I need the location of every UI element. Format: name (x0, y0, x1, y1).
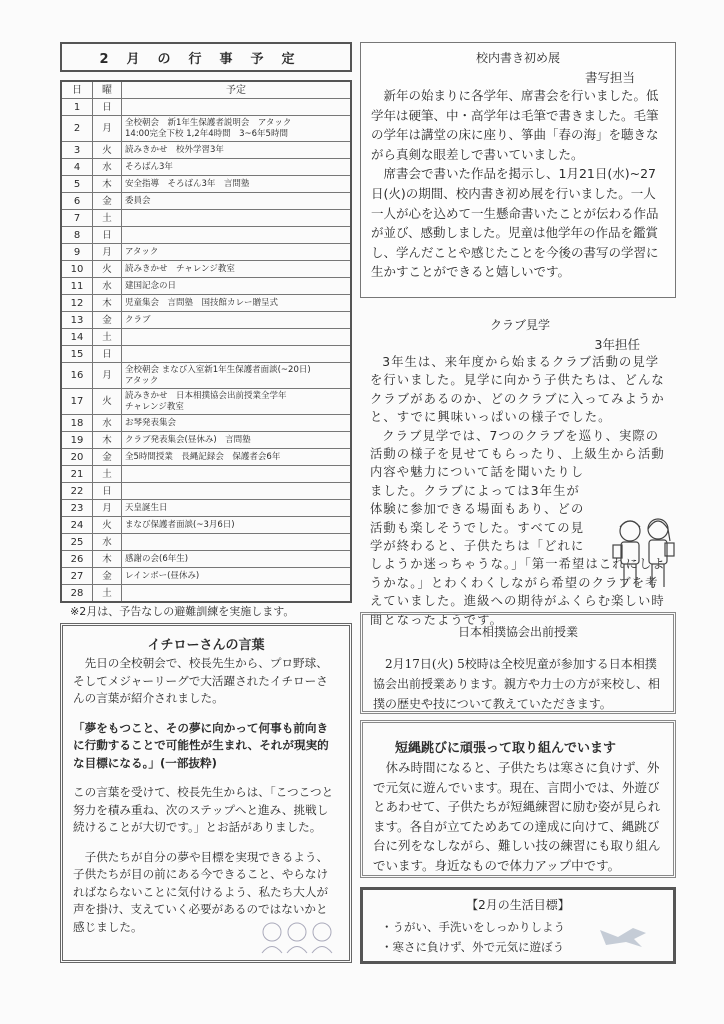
date-cell: 7 (61, 210, 93, 227)
date-cell: 26 (61, 551, 93, 568)
weekday-cell: 火 (93, 142, 122, 159)
weekday-cell: 金 (93, 312, 122, 329)
weekday-cell: 月 (93, 116, 122, 142)
date-cell: 14 (61, 329, 93, 346)
header-date: 日 (61, 81, 93, 99)
schedule-row (61, 312, 351, 329)
events-cell: クラブ発表集会(昼休み) 言問塾 (122, 432, 352, 449)
bird-illustration (598, 925, 648, 950)
date-cell: 20 (61, 449, 93, 466)
weekday-cell: 土 (93, 210, 122, 227)
events-cell: 読みきかせ チャレンジ教室 (122, 261, 352, 278)
weekday-cell: 日 (93, 483, 122, 500)
schedule-row (61, 389, 351, 415)
paragraph: 3年生は、来年度から始まるクラブ活動の見学を行いました。見学に向かう子供たちは、どんなクラブがあるのか、どのクラブに入ってみようかと、すでに興味いっぱいの様子でした。 (370, 355, 665, 425)
schedule-row (61, 500, 351, 517)
weekday-cell: 月 (93, 363, 122, 389)
date-cell: 21 (61, 466, 93, 483)
events-cell (122, 329, 352, 346)
article-title: 校内書き初め展 (475, 51, 560, 65)
paragraph: 休み時間になると、子供たちは寒さに負けず、外で元気に遊んでいます。現在、言問小では、外遊びとあわせて、子供たちが短縄練習に励む姿が見られます。各自が立てためあての達成に向けて、縄跳び台に列をなしながら、難しい技の練習にも取り組んでいます。身近なもので体力アップ中です。 (373, 760, 661, 873)
date-cell: 3 (61, 142, 93, 159)
date-cell: 2 (61, 116, 93, 142)
faces-illustration (260, 920, 335, 955)
schedule-row (61, 295, 351, 312)
events-cell: クラブ (122, 312, 352, 329)
events-cell: 全5時間授業 長縄記録会 保護者会6年 (122, 449, 352, 466)
article-author: 3年担任 (594, 337, 640, 352)
events-cell: 天皇誕生日 (122, 500, 352, 517)
schedule-row (61, 210, 351, 227)
schedule-row (61, 261, 351, 278)
date-cell: 19 (61, 432, 93, 449)
quote: 「夢をもつこと、その夢に向かって何事も前向きに行動することで可能性が生まれ、それが現実的な目標になる。」(一部抜粋) (73, 720, 329, 770)
date-cell: 24 (61, 517, 93, 534)
goal-item: ・寒さに負けず、外で元気に遊ぼう (381, 940, 565, 954)
weekday-cell: 水 (93, 415, 122, 432)
article-title: 日本相撲協会出前授業 (457, 625, 578, 639)
weekday-cell: 金 (93, 568, 122, 585)
sumo-article (360, 612, 676, 714)
goals-title: 【2月の生活目標】 (466, 898, 570, 912)
date-cell: 9 (61, 244, 93, 261)
paragraph: この言葉を受けて、校長先生からは、「こつこつと努力を積み重ね、次のステップへと進み、挑戦し続けることが大切です。」とお話がありました。 (73, 785, 334, 834)
schedule-row (61, 585, 351, 603)
schedule-row (61, 432, 351, 449)
date-cell: 15 (61, 346, 93, 363)
schedule-row (61, 568, 351, 585)
date-cell: 6 (61, 193, 93, 210)
weekday-cell: 日 (93, 346, 122, 363)
schedule-row (61, 278, 351, 295)
events-cell: 安全指導 そろばん3年 言問塾 (122, 176, 352, 193)
article-title: イチローさんの言葉 (147, 638, 265, 653)
schedule-row (61, 517, 351, 534)
date-cell: 28 (61, 585, 93, 603)
date-cell: 23 (61, 500, 93, 517)
schedule-row (61, 551, 351, 568)
weekday-cell: 月 (93, 244, 122, 261)
events-cell (122, 483, 352, 500)
schedule-table (60, 80, 352, 603)
weekday-cell: 日 (93, 99, 122, 116)
events-cell: 児童集会 言問塾 国技館カレー贈呈式 (122, 295, 352, 312)
date-cell: 25 (61, 534, 93, 551)
paragraph: 子供たちが自分の夢や目標を実現できるよう、子供たちが目の前にある今できること、やらなければならないことに気付けるよう、私たち大人が声を掛け、支えていく必要があるのではないかと感じました。 (73, 849, 329, 934)
schedule-row (61, 363, 351, 389)
article-title: 短縄跳びに頑張って取り組んでいます (395, 741, 617, 756)
weekday-cell: 土 (93, 585, 122, 603)
weekday-cell: 木 (93, 551, 122, 568)
weekday-cell: 日 (93, 227, 122, 244)
date-cell: 18 (61, 415, 93, 432)
events-cell (122, 466, 352, 483)
paragraph: 先日の全校朝会で、校長先生から、プロ野球、そしてメジャーリーグで大活躍されたイチローさんの言葉が紹介されました。 (73, 656, 328, 705)
schedule-row (61, 99, 351, 116)
article-author: 書写担当 (584, 70, 635, 85)
date-cell: 17 (61, 389, 93, 415)
weekday-cell: 木 (93, 176, 122, 193)
events-cell (122, 227, 352, 244)
date-cell: 11 (61, 278, 93, 295)
date-cell: 16 (61, 363, 93, 389)
header-events: 予定 (122, 81, 352, 99)
events-cell: 読みきかせ 日本相撲協会出前授業全学年 チャレンジ教室 (122, 389, 352, 415)
schedule-row (61, 159, 351, 176)
weekday-cell: 木 (93, 295, 122, 312)
schedule-row (61, 142, 351, 159)
calligraphy-article (360, 42, 676, 298)
schedule-row (61, 116, 351, 142)
date-cell: 13 (61, 312, 93, 329)
article-title: クラブ見学 (489, 318, 550, 332)
weekday-cell: 金 (93, 449, 122, 466)
schedule-row (61, 483, 351, 500)
events-cell (122, 99, 352, 116)
schedule-row (61, 534, 351, 551)
events-cell: アタック (122, 244, 352, 261)
date-cell: 27 (61, 568, 93, 585)
date-cell: 1 (61, 99, 93, 116)
weekday-cell: 火 (93, 261, 122, 278)
events-cell: まなび保護者面談(~3月6日) (122, 517, 352, 534)
weekday-cell: 水 (93, 159, 122, 176)
schedule-row (61, 329, 351, 346)
schedule-row (61, 244, 351, 261)
schedule-row (61, 227, 351, 244)
weekday-cell: 土 (93, 329, 122, 346)
children-illustration (610, 515, 680, 595)
events-cell (122, 585, 352, 603)
date-cell: 22 (61, 483, 93, 500)
schedule-row (61, 346, 351, 363)
paragraph: 2月17日(火) 5校時は全校児童が参加する日本相撲協会出前授業あります。親方や力士の方が来校し、相撲の歴史や技について教えていただきます。 (373, 657, 661, 711)
schedule-row (61, 466, 351, 483)
events-cell: 全校朝会 新1年生保護者説明会 アタック 14:00完全下校 1,2年4時間 3~6年5時間 (122, 116, 352, 142)
weekday-cell: 金 (93, 193, 122, 210)
events-cell: そろばん3年 (122, 159, 352, 176)
events-cell: 読みきかせ 校外学習3年 (122, 142, 352, 159)
events-cell: 全校朝会 まなび入室新1年生保護者面談(~20日) アタック (122, 363, 352, 389)
events-cell: 建国記念の日 (122, 278, 352, 295)
weekday-cell: 木 (93, 432, 122, 449)
paragraph: クラブ見学では、7つのクラブを巡り、実際の活動の様子を見せてもらったり、上級生から活動内容や魅力について話を聞いたりしました。クラブによっては3年生が体験に参加できる場面もあり、どの活動も楽しそうでした。すべての見学が終わると、子供たちは「どれにしようか迷っちゃうな。」「第一希望はこれにしようかな。」とわくわくしながら希望のクラブを考えていました。進級への期待がふくらむ楽しい時間となったようです。 (370, 428, 666, 627)
events-cell: レインボー(昼休み) (122, 568, 352, 585)
evacuation-note: ※2月は、予告なしの避難訓練を実施します。 (70, 605, 295, 618)
weekday-cell: 月 (93, 500, 122, 517)
header-weekday: 曜 (93, 81, 122, 99)
events-cell (122, 210, 352, 227)
paragraph: 新年の始まりに各学年、席書会を行いました。低学年は硬筆、中・高学年は毛筆で書きました。毛筆の学年は講堂の床に座り、箏曲「春の海」を聴きながら真剣な眼差しで書いていました。 (371, 88, 659, 162)
schedule-row (61, 449, 351, 466)
weekday-cell: 水 (93, 534, 122, 551)
events-cell: 委員会 (122, 193, 352, 210)
date-cell: 8 (61, 227, 93, 244)
events-cell (122, 346, 352, 363)
weekday-cell: 火 (93, 517, 122, 534)
weekday-cell: 水 (93, 278, 122, 295)
jumprope-article (360, 720, 676, 878)
schedule-row (61, 176, 351, 193)
schedule-row (61, 415, 351, 432)
ichiro-article (60, 623, 352, 963)
events-cell: 感謝の会(6年生) (122, 551, 352, 568)
date-cell: 4 (61, 159, 93, 176)
events-cell: お琴発表集会 (122, 415, 352, 432)
goal-item: ・うがい、手洗いをしっかりしよう (381, 920, 565, 934)
date-cell: 12 (61, 295, 93, 312)
weekday-cell: 火 (93, 389, 122, 415)
weekday-cell: 土 (93, 466, 122, 483)
date-cell: 10 (61, 261, 93, 278)
date-cell: 5 (61, 176, 93, 193)
schedule-title: 2月の行事予定 (60, 42, 352, 72)
events-cell (122, 534, 352, 551)
paragraph: 席書会で書いた作品を掲示し、1月21日(水)~27日(火)の期間、校内書き初め展を行いました。一人一人が心を込めて一生懸命書いたことが伝わる作品が並び、感動しました。児童は他学年の作品を鑑賞し、学んだことや感じたことを今後の書写の学習に生かすことができると嬉しいです。 (371, 166, 659, 280)
schedule-row (61, 193, 351, 210)
